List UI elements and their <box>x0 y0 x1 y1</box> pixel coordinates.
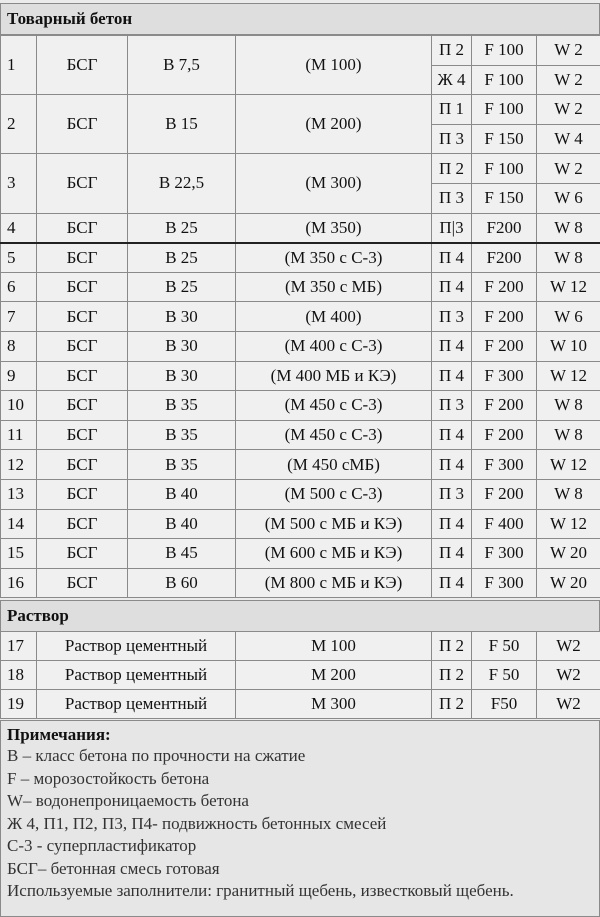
frost-cell: F 200 <box>472 302 537 332</box>
table-row <box>1 302 600 332</box>
table-row <box>1 539 600 569</box>
mobility-cell: П 2 <box>432 690 472 719</box>
mobility-cell: П 4 <box>432 243 472 273</box>
concrete-type-cell: БСГ <box>37 331 128 361</box>
water-cell: W 20 <box>537 568 600 598</box>
frost-cell: F 200 <box>472 272 537 302</box>
concrete-type-cell: БСГ <box>37 302 128 332</box>
note-line: W– водонепроницаемость бетона <box>7 791 249 810</box>
water-cell: W2 <box>537 690 600 719</box>
concrete-type-cell: БСГ <box>37 95 128 154</box>
mobility-cell: П 4 <box>432 361 472 391</box>
grade-cell: (М 500 с С-3) <box>236 479 432 509</box>
grade-cell: (М 400 с С-3) <box>236 331 432 361</box>
water-cell: W 12 <box>537 450 600 480</box>
row-number-cell: 4 <box>1 213 37 243</box>
frost-cell: F 300 <box>472 450 537 480</box>
grade-cell: (М 300) <box>236 154 432 213</box>
row-number-cell: 19 <box>1 690 37 719</box>
grade-cell: М 300 <box>236 690 432 719</box>
water-cell: W 10 <box>537 331 600 361</box>
frost-cell: F200 <box>472 213 537 243</box>
table-row <box>1 420 600 450</box>
concrete-table <box>0 35 600 598</box>
row-number-cell: 12 <box>1 450 37 480</box>
water-cell: W 8 <box>537 420 600 450</box>
grade-cell: М 100 <box>236 632 432 661</box>
row-number-cell: 3 <box>1 154 37 213</box>
row-number-cell: 7 <box>1 302 37 332</box>
frost-cell: F 100 <box>472 154 537 184</box>
row-number-cell: 1 <box>1 36 37 95</box>
frost-cell: F 50 <box>472 661 537 690</box>
frost-cell: F 300 <box>472 361 537 391</box>
grade-cell: (М 350 с С-3) <box>236 243 432 273</box>
mobility-cell: П 2 <box>432 661 472 690</box>
mobility-cell: П 3 <box>432 479 472 509</box>
table-row <box>1 509 600 539</box>
notes-block <box>0 720 600 917</box>
strength-class-cell: В 30 <box>128 302 236 332</box>
mobility-cell: П 2 <box>432 36 472 66</box>
concrete-type-cell: БСГ <box>37 361 128 391</box>
row-number-cell: 13 <box>1 479 37 509</box>
strength-class-cell: В 22,5 <box>128 154 236 213</box>
grade-cell: (М 400 МБ и КЭ) <box>236 361 432 391</box>
frost-cell: F50 <box>472 690 537 719</box>
water-cell: W2 <box>537 661 600 690</box>
note-line: БСГ– бетонная смесь готовая <box>7 858 220 878</box>
mortar-name-cell: Раствор цементный <box>37 632 236 661</box>
row-number-cell: 14 <box>1 509 37 539</box>
mobility-cell: П 4 <box>432 272 472 302</box>
water-cell: W 12 <box>537 272 600 302</box>
water-cell: W 2 <box>537 36 600 66</box>
notes-title: Примечания: <box>7 725 111 744</box>
mobility-cell: П 4 <box>432 539 472 569</box>
row-number-cell: 11 <box>1 420 37 450</box>
water-cell: W 6 <box>537 183 600 213</box>
water-cell: W 2 <box>537 95 600 125</box>
grade-cell: (М 100) <box>236 36 432 95</box>
grade-cell: (М 500 с МБ и КЭ) <box>236 509 432 539</box>
mobility-cell: П 3 <box>432 183 472 213</box>
water-cell: W 2 <box>537 154 600 184</box>
water-cell: W 12 <box>537 509 600 539</box>
mortar-table <box>0 631 600 719</box>
mobility-cell: П 3 <box>432 302 472 332</box>
section-header-concrete: Товарный бетон <box>0 3 600 35</box>
mobility-cell: П 4 <box>432 331 472 361</box>
note-line: В – класс бетона по прочности на сжатие <box>7 746 306 765</box>
strength-class-cell: В 35 <box>128 420 236 450</box>
row-number-cell: 6 <box>1 272 37 302</box>
frost-cell: F 100 <box>472 95 537 125</box>
frost-cell: F 50 <box>472 632 537 661</box>
strength-class-cell: В 35 <box>128 391 236 421</box>
frost-cell: F 200 <box>472 391 537 421</box>
table-row <box>1 272 600 302</box>
concrete-type-cell: БСГ <box>37 420 128 450</box>
concrete-type-cell: БСГ <box>37 36 128 95</box>
strength-class-cell: В 45 <box>128 539 236 569</box>
strength-class-cell: В 25 <box>128 243 236 273</box>
mobility-cell: П 2 <box>432 154 472 184</box>
concrete-type-cell: БСГ <box>37 539 128 569</box>
strength-class-cell: В 15 <box>128 95 236 154</box>
table-row <box>1 690 600 719</box>
mobility-cell: П 3 <box>432 124 472 154</box>
strength-class-cell: В 35 <box>128 450 236 480</box>
concrete-type-cell: БСГ <box>37 509 128 539</box>
water-cell: W 4 <box>537 124 600 154</box>
mortar-name-cell: Раствор цементный <box>37 661 236 690</box>
frost-cell: F 400 <box>472 509 537 539</box>
mobility-cell: Ж 4 <box>432 65 472 95</box>
concrete-type-cell: БСГ <box>37 479 128 509</box>
water-cell: W 20 <box>537 539 600 569</box>
grade-cell: (М 450 с С-3) <box>236 420 432 450</box>
water-cell: W2 <box>537 632 600 661</box>
frost-cell: F 150 <box>472 183 537 213</box>
section-header-mortar: Раствор <box>0 600 600 632</box>
row-number-cell: 18 <box>1 661 37 690</box>
row-number-cell: 16 <box>1 568 37 598</box>
strength-class-cell: В 7,5 <box>128 36 236 95</box>
mobility-cell: П 1 <box>432 95 472 125</box>
concrete-type-cell: БСГ <box>37 154 128 213</box>
water-cell: W 8 <box>537 213 600 243</box>
concrete-type-cell: БСГ <box>37 450 128 480</box>
grade-cell: М 200 <box>236 661 432 690</box>
strength-class-cell: В 30 <box>128 361 236 391</box>
row-number-cell: 5 <box>1 243 37 273</box>
note-line: F – морозостойкость бетона <box>7 768 210 788</box>
table-row <box>1 95 600 125</box>
table-row <box>1 568 600 598</box>
row-number-cell: 15 <box>1 539 37 569</box>
table-row <box>1 479 600 509</box>
grade-cell: (М 800 с МБ и КЭ) <box>236 568 432 598</box>
water-cell: W 8 <box>537 243 600 273</box>
strength-class-cell: В 30 <box>128 331 236 361</box>
strength-class-cell: В 60 <box>128 568 236 598</box>
row-number-cell: 8 <box>1 331 37 361</box>
mobility-cell: П 4 <box>432 509 472 539</box>
strength-class-cell: В 25 <box>128 272 236 302</box>
strength-class-cell: В 40 <box>128 509 236 539</box>
note-line: С-3 - суперпластификатор <box>7 836 197 855</box>
table-row <box>1 450 600 480</box>
water-cell: W 8 <box>537 391 600 421</box>
table-row <box>1 36 600 66</box>
frost-cell: F 150 <box>472 124 537 154</box>
grade-cell: (М 600 с МБ и КЭ) <box>236 539 432 569</box>
mobility-cell: П 4 <box>432 420 472 450</box>
mobility-cell: П 3 <box>432 391 472 421</box>
strength-class-cell: В 40 <box>128 479 236 509</box>
water-cell: W 6 <box>537 302 600 332</box>
table-row <box>1 154 600 184</box>
frost-cell: F 200 <box>472 420 537 450</box>
frost-cell: F200 <box>472 243 537 273</box>
grade-cell: (М 400) <box>236 302 432 332</box>
frost-cell: F 100 <box>472 65 537 95</box>
water-cell: W 8 <box>537 479 600 509</box>
note-line: Ж 4, П1, П2, П3, П4- подвижность бетонных смесей <box>7 813 387 833</box>
frost-cell: F 300 <box>472 568 537 598</box>
row-number-cell: 10 <box>1 391 37 421</box>
concrete-type-cell: БСГ <box>37 243 128 273</box>
grade-cell: (М 450 с С-3) <box>236 391 432 421</box>
grade-cell: (М 200) <box>236 95 432 154</box>
concrete-type-cell: БСГ <box>37 213 128 243</box>
frost-cell: F 200 <box>472 479 537 509</box>
strength-class-cell: В 25 <box>128 213 236 243</box>
concrete-type-cell: БСГ <box>37 391 128 421</box>
row-number-cell: 17 <box>1 632 37 661</box>
mobility-cell: П|3 <box>432 213 472 243</box>
table-row <box>1 632 600 661</box>
grade-cell: (М 350) <box>236 213 432 243</box>
frost-cell: F 100 <box>472 36 537 66</box>
concrete-type-cell: БСГ <box>37 272 128 302</box>
table-row <box>1 361 600 391</box>
table-row <box>1 243 600 273</box>
frost-cell: F 300 <box>472 539 537 569</box>
frost-cell: F 200 <box>472 331 537 361</box>
water-cell: W 12 <box>537 361 600 391</box>
mobility-cell: П 4 <box>432 450 472 480</box>
table-row <box>1 213 600 243</box>
table-row <box>1 331 600 361</box>
mobility-cell: П 4 <box>432 568 472 598</box>
row-number-cell: 2 <box>1 95 37 154</box>
row-number-cell: 9 <box>1 361 37 391</box>
grade-cell: (М 450 сМБ) <box>236 450 432 480</box>
grade-cell: (М 350 с МБ) <box>236 272 432 302</box>
concrete-type-cell: БСГ <box>37 568 128 598</box>
table-row <box>1 391 600 421</box>
water-cell: W 2 <box>537 65 600 95</box>
mobility-cell: П 2 <box>432 632 472 661</box>
table-row <box>1 661 600 690</box>
mortar-name-cell: Раствор цементный <box>37 690 236 719</box>
note-line: Используемые заполнители: гранитный щебень, известковый щебень. <box>7 881 514 900</box>
